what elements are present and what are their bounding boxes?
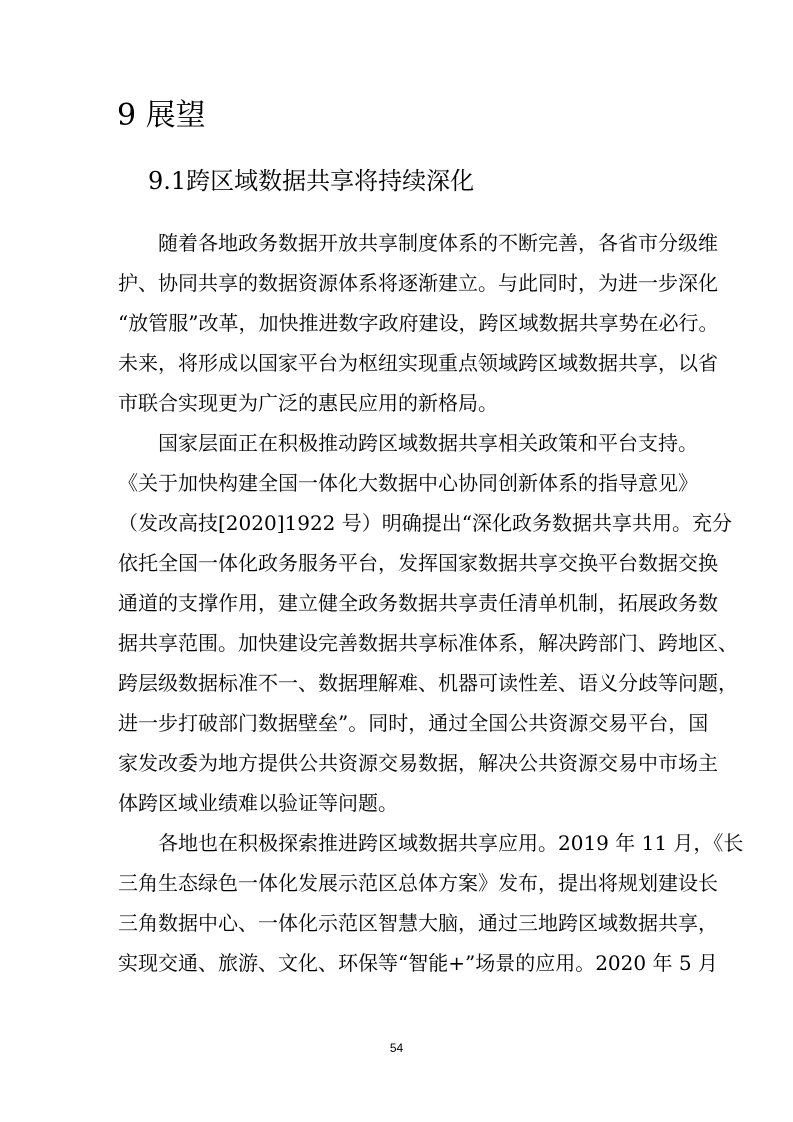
- paragraph-line: 据共享范围。加快建设完善数据共享标准体系，解决跨部门、跨地区、: [118, 631, 738, 655]
- paragraph-line: 国家层面正在积极推动跨区域数据共享相关政策和平台支持。: [158, 431, 698, 455]
- paragraph-line: 三角生态绿色一体化发展示范区总体方案》发布，提出将规划建设长: [118, 871, 718, 895]
- paragraph-line: （发改高技[2020]1922 号）明确提出“深化政务数据共享共用。充分: [118, 511, 732, 535]
- paragraph-line: 实现交通、旅游、文化、环保等“智能+”场景的应用。2020 年 5 月: [118, 951, 718, 975]
- paragraph-line: 跨层级数据标准不一、数据理解难、机器可读性差、语义分歧等问题，: [118, 671, 738, 695]
- paragraph-line: “放管服”改革，加快推进数字政府建设，跨区域数据共享势在必行。: [118, 311, 719, 335]
- paragraph-line: 三角数据中心、一体化示范区智慧大脑，通过三地跨区域数据共享，: [118, 911, 718, 935]
- chapter-title: 9 展望: [117, 98, 206, 133]
- paragraph-line: 随着各地政务数据开放共享制度体系的不断完善，各省市分级维: [158, 231, 718, 255]
- paragraph-line: 依托全国一体化政务服务平台，发挥国家数据共享交换平台数据交换: [118, 551, 718, 575]
- section-title: 9.1跨区域数据共享将持续深化: [148, 167, 475, 195]
- paragraph-line: 各地也在积极探索推进跨区域数据共享应用。2019 年 11 月，《长: [158, 831, 744, 855]
- paragraph-line: 家发改委为地方提供公共资源交易数据，解决公共资源交易中市场主: [118, 751, 718, 775]
- paragraph-line: 护、协同共享的数据资源体系将逐渐建立。与此同时，为进一步深化: [118, 271, 718, 295]
- paragraph-line: 进一步打破部门数据壁垒”。同时，通过全国公共资源交易平台，国: [118, 711, 709, 735]
- paragraph-line: 《关于加快构建全国一体化大数据中心协同创新体系的指导意见》: [118, 471, 698, 495]
- paragraph-line: 体跨区域业绩难以验证等问题。: [118, 791, 398, 815]
- paragraph-line: 未来，将形成以国家平台为枢纽实现重点领域跨区域数据共享，以省: [118, 351, 718, 375]
- paragraph-line: 市联合实现更为广泛的惠民应用的新格局。: [118, 391, 498, 415]
- paragraph-line: 通道的支撑作用，建立健全政务数据共享责任清单机制，拓展政务数: [118, 591, 718, 615]
- page-number: 54: [389, 1041, 404, 1055]
